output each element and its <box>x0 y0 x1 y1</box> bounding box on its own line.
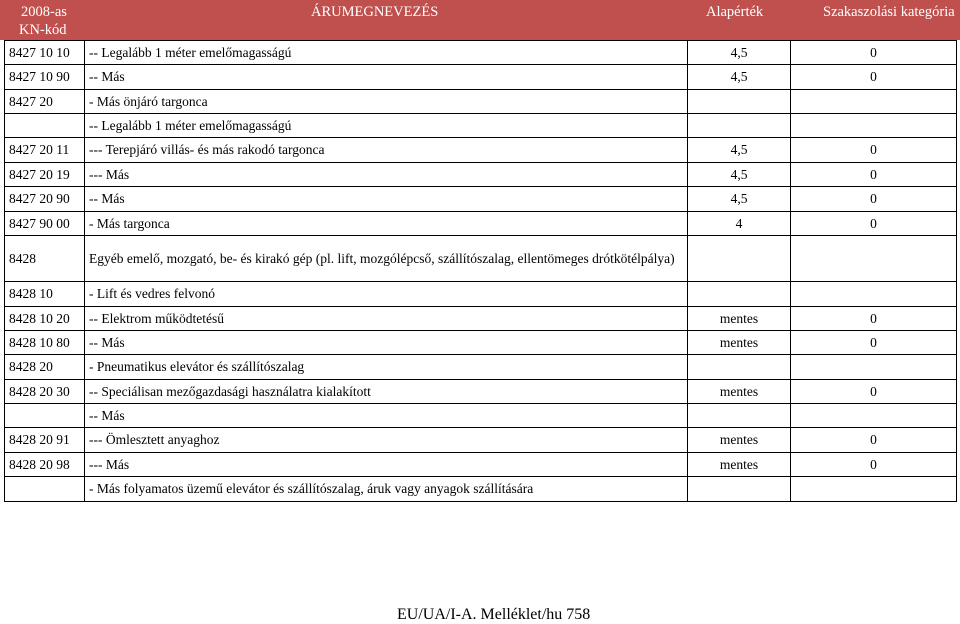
category-cell: 0 <box>791 65 957 90</box>
rate-cell <box>688 404 791 428</box>
code-cell: 8428 10 <box>5 282 85 307</box>
category-cell <box>791 282 957 307</box>
category-cell: 0 <box>791 212 957 236</box>
header-category: Szakaszolási kategória <box>823 4 955 20</box>
rate-cell <box>688 90 791 114</box>
rate-cell: mentes <box>688 307 791 331</box>
table-row <box>5 428 957 453</box>
rate-cell <box>688 477 791 502</box>
description-cell: - Más folyamatos üzemű elevátor és szállítószalag, áruk vagy anyagok szállítására <box>85 477 688 502</box>
table-row <box>5 404 957 428</box>
rate-cell <box>688 355 791 380</box>
code-cell: 8428 20 30 <box>5 380 85 404</box>
code-cell: 8427 90 00 <box>5 212 85 236</box>
description-cell: --- Ömlesztett anyaghoz <box>85 428 688 453</box>
description-cell: --- Más <box>85 163 688 187</box>
code-cell: 8427 20 <box>5 90 85 114</box>
category-cell <box>791 477 957 502</box>
rate-cell: mentes <box>688 428 791 453</box>
table-row <box>5 90 957 114</box>
code-cell: 8428 <box>5 236 85 282</box>
rate-cell: 4,5 <box>688 41 791 65</box>
category-cell <box>791 236 957 282</box>
code-cell: 8428 20 <box>5 355 85 380</box>
description-cell: --- Terepjáró villás- és más rakodó targonca <box>85 138 688 163</box>
rate-cell: 4 <box>688 212 791 236</box>
category-cell: 0 <box>791 163 957 187</box>
table-row <box>5 380 957 404</box>
category-cell: 0 <box>791 380 957 404</box>
code-cell: 8428 20 91 <box>5 428 85 453</box>
category-cell: 0 <box>791 453 957 477</box>
description-cell: - Pneumatikus elevátor és szállítószalag <box>85 355 688 380</box>
description-cell: -- Más <box>85 65 688 90</box>
description-cell: - Más önjáró targonca <box>85 90 688 114</box>
category-cell: 0 <box>791 187 957 212</box>
table-row <box>5 307 957 331</box>
category-cell <box>791 355 957 380</box>
code-cell <box>5 114 85 138</box>
description-cell: -- Legalább 1 méter emelőmagasságú <box>85 114 688 138</box>
table-header <box>0 0 960 40</box>
category-cell: 0 <box>791 41 957 65</box>
category-cell <box>791 90 957 114</box>
code-cell: 8428 20 98 <box>5 453 85 477</box>
code-cell: 8427 20 90 <box>5 187 85 212</box>
category-cell: 0 <box>791 331 957 355</box>
code-cell: 8427 10 90 <box>5 65 85 90</box>
description-cell: - Lift és vedres felvonó <box>85 282 688 307</box>
rate-cell: 4,5 <box>688 163 791 187</box>
code-cell: 8427 20 11 <box>5 138 85 163</box>
category-cell: 0 <box>791 138 957 163</box>
table-row <box>5 331 957 355</box>
header-code-line2: KN-kód <box>19 22 67 38</box>
description-cell: -- Speciálisan mezőgazdasági használatra kialakított <box>85 380 688 404</box>
description-cell: -- Más <box>85 187 688 212</box>
rate-cell: 4,5 <box>688 65 791 90</box>
header-rate: Alapérték <box>706 4 764 20</box>
table-row <box>5 163 957 187</box>
category-cell: 0 <box>791 307 957 331</box>
rate-cell: 4,5 <box>688 187 791 212</box>
table-row <box>5 41 957 65</box>
description-cell: -- Más <box>85 331 688 355</box>
table-row <box>5 138 957 163</box>
table-row <box>5 477 957 502</box>
description-cell: -- Elektrom működtetésű <box>85 307 688 331</box>
rate-cell: mentes <box>688 331 791 355</box>
code-cell: 8427 10 10 <box>5 41 85 65</box>
table-row <box>5 114 957 138</box>
description-cell: Egyéb emelő, mozgató, be- és kirakó gép (pl. lift, mozgólépcső, szállítószalag, ellentömeges drótkötélpálya) <box>85 236 688 282</box>
rate-cell: 4,5 <box>688 138 791 163</box>
code-cell: 8428 10 20 <box>5 307 85 331</box>
description-cell: -- Legalább 1 méter emelőmagasságú <box>85 41 688 65</box>
code-cell: 8428 10 80 <box>5 331 85 355</box>
header-code-line1: 2008-as <box>21 4 67 20</box>
table-row <box>5 453 957 477</box>
code-cell <box>5 404 85 428</box>
table-row <box>5 187 957 212</box>
category-cell: 0 <box>791 428 957 453</box>
rate-cell <box>688 282 791 307</box>
rate-cell: mentes <box>688 453 791 477</box>
description-cell: --- Más <box>85 453 688 477</box>
table-row <box>5 355 957 380</box>
tariff-table <box>4 40 957 502</box>
category-cell <box>791 114 957 138</box>
description-cell: -- Más <box>85 404 688 428</box>
code-cell <box>5 477 85 502</box>
code-cell: 8427 20 19 <box>5 163 85 187</box>
page-footer: EU/UA/I-A. Melléklet/hu 758 <box>397 606 591 623</box>
category-cell <box>791 404 957 428</box>
header-description: ÁRUMEGNEVEZÉS <box>311 4 439 20</box>
table-row <box>5 65 957 90</box>
table-row <box>5 212 957 236</box>
rate-cell: mentes <box>688 380 791 404</box>
rate-cell <box>688 236 791 282</box>
table-row <box>5 282 957 307</box>
table-row <box>5 236 957 282</box>
description-cell: - Más targonca <box>85 212 688 236</box>
rate-cell <box>688 114 791 138</box>
